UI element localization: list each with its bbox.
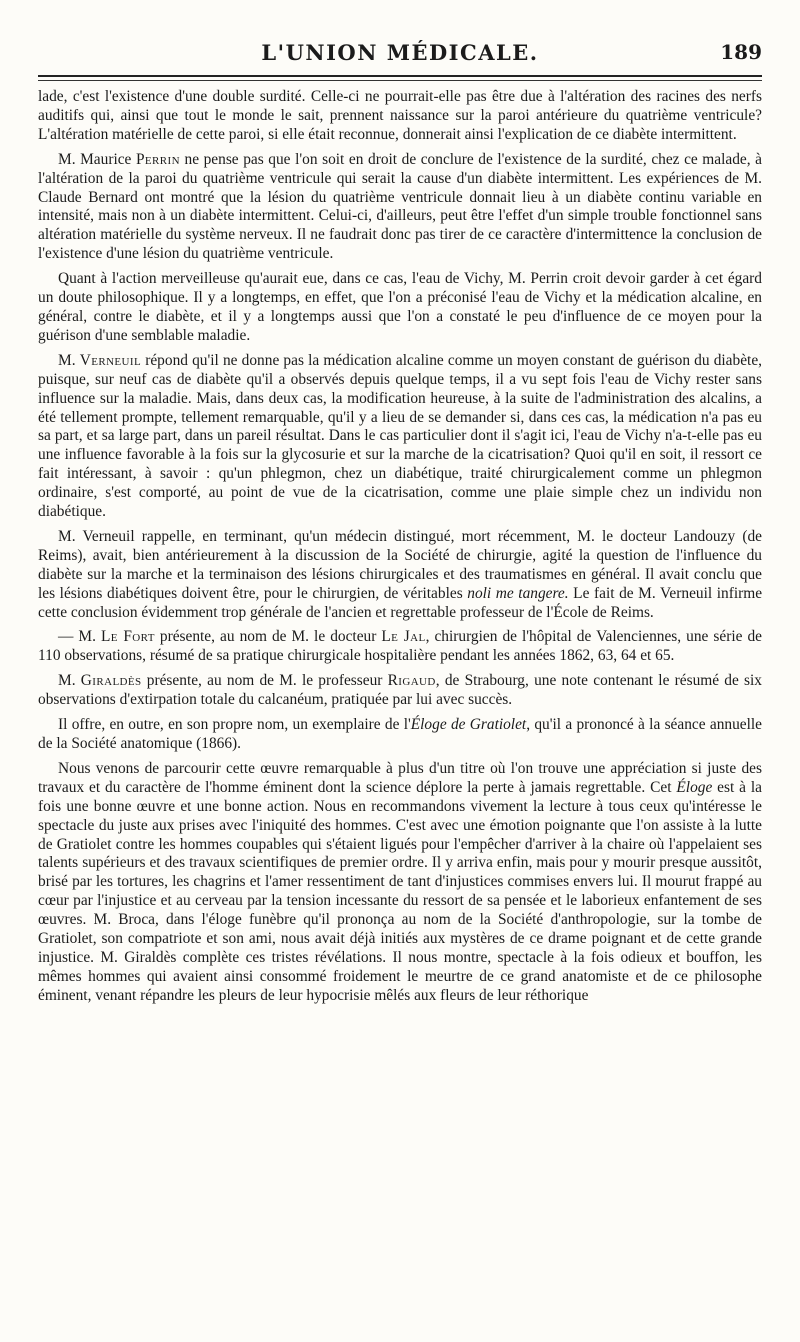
text-run: , chirurgien de l'hôpital de Valenciennes, une série de 110 observations, résumé de sa pratique chirurgicale hospitalière pendant les années 1862, 63, 64 et 65. bbox=[38, 628, 762, 665]
text-run: présente, au nom de M. le docteur bbox=[154, 628, 382, 646]
text-run: Il offre, en outre, en son propre nom, un exemplaire de l' bbox=[58, 716, 411, 734]
name-small-caps: Giraldès bbox=[80, 672, 142, 690]
italic-text: Éloge de Gratiolet bbox=[410, 716, 527, 734]
page-header bbox=[38, 38, 762, 74]
text-run: M. bbox=[58, 672, 81, 690]
paragraph bbox=[38, 88, 762, 145]
italic-text: noli me tangere. bbox=[467, 584, 569, 602]
text-run: Quant à l'action merveilleuse qu'aurait eue, dans ce cas, l'eau de Vichy, M. Perrin croit devoir garder à cet égard un doute philosophique. Il y a longtemps, en effet, que l'on a préconisé l'eau de Vichy et la médication alcaline, en général, contre le diabète, et il y a longtemps aussi que l'on a constaté le peu d'influence de ce moyen pour la guérison d'une semblable maladie. bbox=[38, 270, 762, 344]
text-run: , qu'il a prononcé à la séance annuelle de la Société anatomique (1866). bbox=[38, 716, 762, 752]
text-run: M. Maurice bbox=[58, 150, 136, 168]
text-run: répond qu'il ne donne pas la médication alcaline comme un moyen constant de guérison du diabète, puisque, sur neuf cas de diabète qu'il a observés depuis quelque temps, il a vu sept fois l'eau de Vichy rester sans influence sur la maladie. Mais, dans deux cas, la modification heureuse, à la suite de l'administration des alcalins, a été tellement prompte, tellement remarquable, qu'il y a lieu de se demander si, dans ces cas, la médication n'a pas eu sa part, et sa large part, dans un pareil résultat. Dans le cas particulier dont il s'agit ici, l'eau de Vichy n'a-t-elle pas eu une influence favorable à la fois sur la glycosurie et sur la marche de la cicatrisation? Quoi qu'il en soit, il ressort ce fait intéressant, à savoir : qu'un phlegmon, chez un diabétique, traité chirurgicalement comme un phlegmon ordinaire, s'est comporté, au point de vue de la cicatrisation, comme une plaie simple chez un individu non diabétique. bbox=[38, 351, 762, 521]
paragraph bbox=[38, 716, 762, 754]
paragraph bbox=[38, 352, 762, 522]
paragraph bbox=[38, 528, 762, 623]
name-small-caps: Le Fort bbox=[101, 628, 155, 646]
text-run: M. Verneuil rappelle, en terminant, qu'un médecin distingué, mort récemment, M. le docteur Landouzy (de Reims), avait, bien antérieurement à la discussion de la Société de chirurgie, agité la question de l'influence du diabète sur la marche et la terminaison des lésions chirurgicales et des traumatismes en général. Il avait conclu que les lésions diabétiques doivent être, pour le chirurgien, de véritables bbox=[38, 527, 762, 602]
header-rule-thin bbox=[38, 80, 762, 81]
text-run: M. bbox=[58, 351, 80, 369]
body-text bbox=[38, 88, 762, 1324]
text-run: Le fait de M. Verneuil infirme cette conclusion évidemment trop générale de l'ancien et regrettable professeur de l'École de Reims. bbox=[38, 584, 762, 621]
text-run: — M. bbox=[58, 628, 101, 646]
text-run: est à la fois une bonne œuvre et une bonne action. Nous en recommandons vivement la lecture à tous ceux qu'intéresse le spectacle du juste aux prises avec l'iniquité des hommes. C'est avec une émotion poignante que l'on assiste à la lutte de Gratiolet contre les hommes coupables qui s'étaient ligués pour l'empêcher d'arriver à la chaire où l'appelaient ses talents supérieurs et des travaux scientifiques de premier ordre. Il y arriva enfin, mais pour y mourir presque aussitôt, brisé par les tortures, les chagrins et l'amer ressentiment de tant d'injustices commises envers lui. Il mourut frappé au cœur par l'injustice et au cerveau par la tension incessante du ressort de sa pensée et le laborieux enfantement de ses œuvres. M. Broca, dans l'éloge funèbre qu'il prononça au nom de la Société d'anthropologie, sur la tombe de Gratiolet, son compatriote et son ami, nous avait déjà initiés aux mystères de ce drame poignant et de cette grande injustice. M. Giraldès complète ces tristes révélations. Il nous montre, spectacle à la fois odieux et bouffon, les mêmes hommes qui avaient ainsi consommé froidement le meurtre de ce grand anatomiste et de ce philosophe éminent, venant répandre les pleurs de leur hypocrisie mêlés aux fleurs de leur réthorique bbox=[38, 778, 762, 1004]
italic-text: Éloge bbox=[676, 778, 713, 796]
name-small-caps: Perrin bbox=[135, 150, 180, 168]
paragraph bbox=[38, 151, 762, 264]
text-run: Nous venons de parcourir cette œuvre remarquable à plus d'un titre où l'on trouve une appréciation si juste des travaux et du caractère de l'homme éminent dont la science déplore la perte à jamais regrettable. Cet bbox=[38, 759, 762, 796]
text-run: présente, au nom de M. le professeur bbox=[141, 672, 388, 690]
text-run: , de Strabourg, une note contenant le résumé de six observations d'extirpation totale du calcanéum, pratiquée par lui avec succès. bbox=[38, 672, 762, 709]
text-run: ne pense pas que l'on soit en droit de conclure de l'existence de la surdité, chez ce malade, à l'altération de la paroi du quatrième ventricule qui serait la cause d'un diabète intermittent. Les expériences de M. Claude Bernard ont montré que la lésion du quatrième ventricule donnait lieu à un diabète continu variable en intensité, mais non à un diabète intermittent. Celui-ci, d'ailleurs, peut être l'effet d'un simple trouble fonctionnel sans altération matérielle du système nerveux. Il ne faudrait donc pas tirer de ce caractère d'intermittence la conclusion de l'existence d'une lésion du quatrième ventricule. bbox=[38, 150, 762, 263]
name-small-caps: Rigaud bbox=[387, 672, 436, 690]
paragraph bbox=[38, 672, 762, 710]
name-small-caps: Le Jal bbox=[381, 628, 426, 646]
name-small-caps: Verneuil bbox=[79, 351, 142, 369]
header-rule-thick bbox=[38, 75, 762, 77]
paragraph bbox=[38, 628, 762, 666]
paragraph bbox=[38, 760, 762, 1006]
paragraph bbox=[38, 270, 762, 346]
page-number: 189 bbox=[720, 40, 762, 64]
text-run: lade, c'est l'existence d'une double surdité. Celle-ci ne pourrait-elle pas être due à l'altération des racines des nerfs auditifs qui, ainsi que tout le monde le sait, prennent naissance sur la paroi antérieure du quatrième ventricule? L'altération matérielle de cette paroi, si elle était reconnue, donnerait ainsi l'explication de ce diabète intermittent. bbox=[38, 88, 762, 143]
running-title: L'UNION MÉDICALE. bbox=[261, 40, 539, 65]
